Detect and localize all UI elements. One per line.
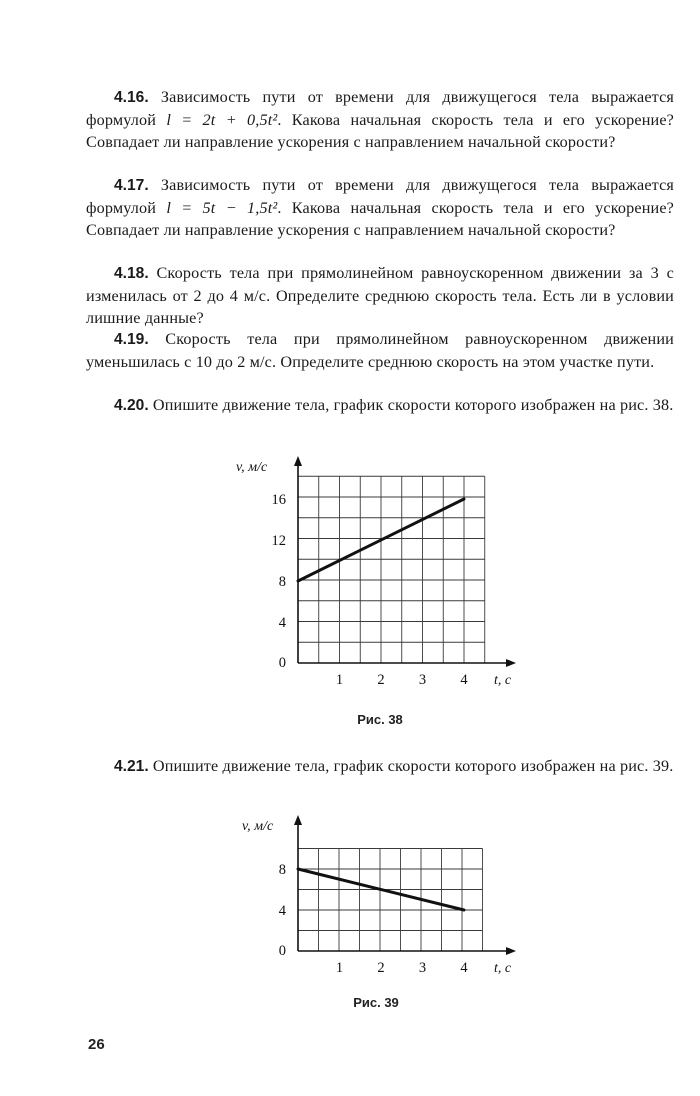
problem-number: 4.21. — [114, 758, 149, 775]
y-tick-label: 16 — [271, 492, 286, 508]
y-axis-arrow — [294, 815, 302, 825]
y-tick-label: 0 — [278, 943, 286, 959]
problem-text: Скорость тела при прямолинейном равноускоренном движении уменьшилась с 10 до 2 м/с. Определите среднюю скорость на этом участке пути. — [86, 330, 674, 371]
y-tick-label: 0 — [278, 655, 286, 671]
x-axis-label: t, с — [494, 961, 512, 976]
x-axis-arrow — [506, 947, 516, 955]
problem-4-20 — [86, 394, 674, 417]
y-tick-label: 4 — [278, 615, 286, 631]
problem-4-18 — [86, 262, 674, 329]
y-axis-arrow — [294, 456, 302, 466]
x-tick-label: 4 — [460, 672, 468, 688]
problem-4-17 — [86, 174, 674, 241]
problem-number: 4.17. — [114, 177, 149, 194]
problem-text: . Какова начальная скорость тела и его ускорение? Совпадает ли направление ускорения с направлением начальной скорости? — [86, 199, 674, 239]
x-tick-label: 2 — [377, 672, 385, 688]
problem-text: Зависимость пути от времени для движущегося тела выражается формулой — [86, 88, 675, 129]
x-tick-label: 1 — [335, 672, 344, 688]
x-axis-label: t, с — [494, 673, 512, 688]
problem-text: . Какова начальная скорость тела и его ускорение? Совпадает ли направление ускорения с направлением начальной скорости? — [86, 111, 674, 151]
velocity-chart-fig39 — [226, 812, 526, 987]
formula: l = 2t + 0,5t² — [166, 111, 278, 129]
problem-text: Зависимость пути от времени для движущегося тела выражается формулой — [86, 176, 675, 217]
problem-number: 4.16. — [114, 89, 149, 106]
problem-4-21 — [86, 755, 674, 778]
x-axis-arrow — [506, 659, 516, 667]
page-number: 26 — [88, 1036, 105, 1053]
figure-caption-39: Рис. 39 — [353, 995, 399, 1010]
problem-number: 4.18. — [114, 265, 149, 282]
figure-caption-38: Рис. 38 — [357, 712, 403, 727]
y-tick-label: 12 — [271, 533, 286, 549]
x-tick-label: 2 — [377, 960, 385, 976]
problem-text: Опишите движение тела, график скорости которого изображен на рис. 39. — [152, 757, 674, 775]
problem-text: Скорость тела при прямолинейном равноускоренном движении за 3 с изменилась от 2 до 4 м/с. Определите среднюю скорость тела. Есть ли в условии лишние данные? — [86, 264, 674, 327]
problem-4-19 — [86, 328, 674, 373]
x-tick-label: 3 — [418, 672, 427, 688]
x-tick-label: 1 — [335, 960, 344, 976]
x-tick-label: 3 — [418, 960, 427, 976]
problem-number: 4.19. — [114, 331, 149, 348]
formula: l = 5t − 1,5t² — [166, 199, 278, 217]
y-tick-label: 4 — [278, 903, 286, 919]
velocity-chart-fig38 — [226, 452, 526, 702]
y-axis-label: v, м/с — [236, 460, 268, 475]
problem-text: Опишите движение тела, график скорости которого изображен на рис. 38. — [152, 396, 674, 414]
y-tick-label: 8 — [278, 574, 286, 590]
x-tick-label: 4 — [460, 960, 468, 976]
y-tick-label: 8 — [278, 862, 286, 878]
y-axis-label: v, м/с — [242, 819, 274, 834]
problem-number: 4.20. — [114, 397, 149, 414]
problem-4-16 — [86, 86, 674, 153]
